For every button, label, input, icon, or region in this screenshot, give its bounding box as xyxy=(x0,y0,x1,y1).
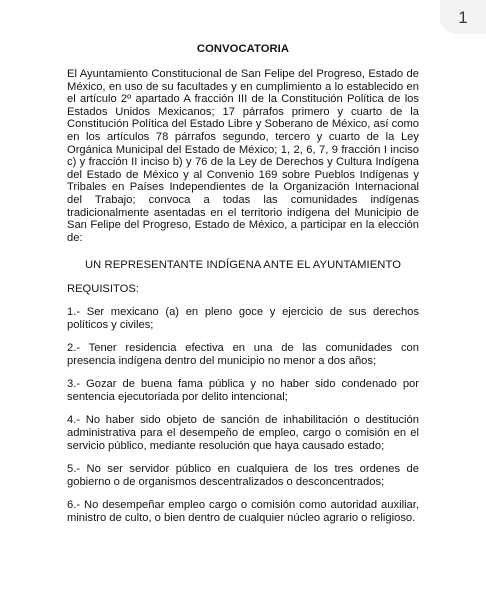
requirement-item: 2.- Tener residencia efectiva en una de las comunidades con presencia indígena dentro del municipio no menor a dos años; xyxy=(67,342,419,368)
requirement-item: 1.- Ser mexicano (a) en pleno goce y ejercicio de sus derechos políticos y civiles; xyxy=(67,306,419,332)
document-title: CONVOCATORIA xyxy=(196,43,290,55)
requirements-list xyxy=(67,306,419,525)
requirement-item: 6.- No desempeñar empleo cargo o comisión como autoridad auxiliar, ministro de culto, o bien dentro de cualquier núcleo agrario o religioso. xyxy=(67,499,419,525)
page-number: 1 xyxy=(458,8,468,27)
requirement-item: 5.- No ser servidor público en cualquiera de los tres ordenes de gobierno o de organismos descentralizados o desconcentrados; xyxy=(67,463,419,489)
requirement-item: 3.- Gozar de buena fama pública y no haber sido condenado por sentencia ejecutoriada por delito intencional; xyxy=(67,378,419,404)
requirements-heading: REQUISITOS: xyxy=(67,283,139,296)
requirement-item: 4.- No haber sido objeto de sanción de inhabilitación o destitución administrativa para el desempeño de empleo, cargo o comisión en el servicio público, mediante resolución que haya causado estado; xyxy=(67,414,419,453)
page-number-badge xyxy=(440,0,486,34)
document-subtitle: UN REPRESENTANTE INDÍGENA ANTE EL AYUNTAMIENTO xyxy=(84,259,402,272)
intro-paragraph: El Ayuntamiento Constitucional de San Felipe del Progreso, Estado de México, en uso de su facultades y en cumplimiento a lo establecido en el artículo 2º apartado A fracción III de la Constitución Política de los Estados Unidos Mexicanos; 17 párrafos primero y cuarto de la Constitución Política del Estado Libre y Soberano de México, así como en los artículos 78 párrafos segundo, tercero y cuarto de la Ley Orgánica Municipal del Estado de México; 1, 2, 6, 7, 9 fracción I inciso c) y fracción II inciso b) y 76 de la Ley de Derechos y Cultura Indígena del Estado de México y al Convenio 169 sobre Pueblos Indígenas y Tribales en Países Independientes de la Organización Internacional del Trabajo; convoca a todas las comunidades indígenas tradicionalmente asentadas en el territorio indígena del Municipio de San Felipe del Progreso, Estado de México, a participar en la elección de: xyxy=(67,68,419,244)
document-body xyxy=(67,42,419,535)
